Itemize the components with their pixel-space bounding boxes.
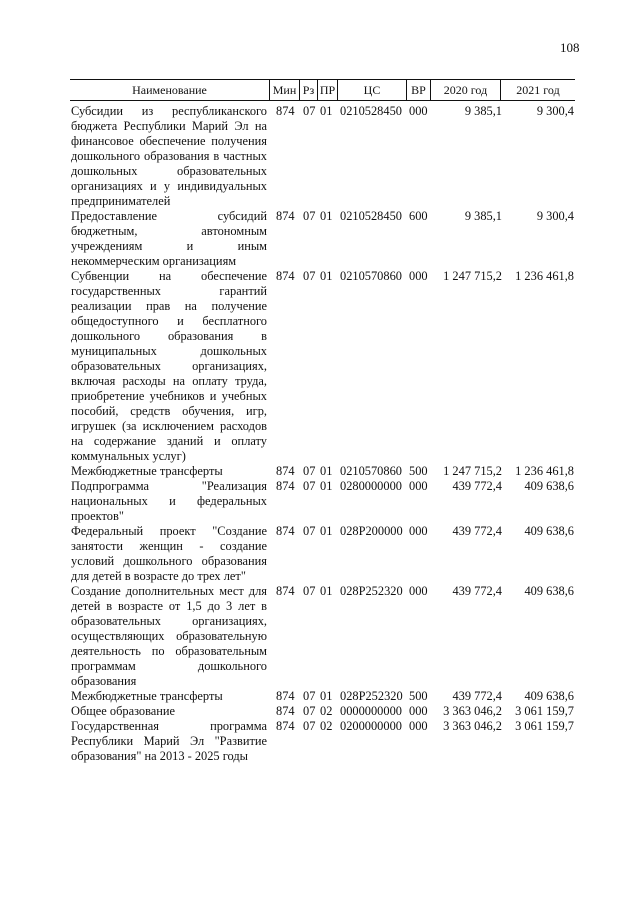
cell-2021: 409 638,6 (524, 479, 574, 493)
cell-min: 874 (276, 104, 295, 118)
header-cs: ЦС (337, 80, 406, 100)
cell-min: 874 (276, 209, 295, 223)
cell-2020: 1 247 715,2 (443, 269, 502, 283)
cell-2021: 9 300,4 (536, 209, 574, 223)
cell-pr: 01 (320, 209, 333, 223)
cell-min: 874 (276, 524, 295, 538)
cell-min: 874 (276, 479, 295, 493)
cell-cs: 028P200000 (340, 524, 403, 538)
table-row (0, 104, 636, 209)
header-vr: ВР (406, 80, 430, 100)
cell-2021: 409 638,6 (524, 689, 574, 703)
cell-2020: 3 363 046,2 (443, 704, 502, 718)
header-min: Мин (269, 80, 299, 100)
cell-2021: 1 236 461,8 (515, 269, 574, 283)
cell-2021: 3 061 159,7 (515, 704, 574, 718)
cell-min: 874 (276, 269, 295, 283)
cell-min: 874 (276, 584, 295, 598)
cell-vr: 000 (409, 479, 428, 493)
cell-cs: 0000000000 (340, 704, 402, 718)
cell-vr: 600 (409, 209, 428, 223)
cell-cs: 0210570860 (340, 464, 402, 478)
cell-rz: 07 (303, 524, 316, 538)
row-name: Федеральный проект "Создание занятости женщин - создание условий дошкольного образования для детей в возрасте до трех лет" (71, 524, 267, 583)
header-rz: Рз (299, 80, 317, 100)
cell-2021: 409 638,6 (524, 524, 574, 538)
cell-vr: 500 (409, 464, 428, 478)
cell-vr: 000 (409, 584, 428, 598)
cell-min: 874 (276, 689, 295, 703)
row-name: Общее образование (71, 704, 176, 718)
table-row (0, 704, 636, 719)
row-name: Государственная программа Республики Марий Эл "Развитие образования" на 2013 - 2025 годы (71, 719, 267, 763)
cell-cs: 0210570860 (340, 269, 402, 283)
cell-2021: 1 236 461,8 (515, 464, 574, 478)
cell-2020: 439 772,4 (452, 689, 502, 703)
header-pr: ПР (317, 80, 337, 100)
cell-cs: 0210528450 (340, 209, 402, 223)
cell-cs: 0210528450 (340, 104, 402, 118)
cell-vr: 000 (409, 104, 428, 118)
cell-rz: 07 (303, 689, 316, 703)
cell-2020: 439 772,4 (452, 524, 502, 538)
header-name: Наименование (132, 83, 207, 97)
cell-rz: 07 (303, 479, 316, 493)
cell-2020: 439 772,4 (452, 584, 502, 598)
cell-vr: 500 (409, 689, 428, 703)
table-body (0, 104, 636, 764)
table-row (0, 209, 636, 269)
cell-pr: 01 (320, 689, 333, 703)
cell-rz: 07 (303, 584, 316, 598)
row-name: Субсидии из республиканского бюджета Республики Марий Эл на финансовое обеспечение получения дошкольного образования в частных дошкольных образовательных организациях и у индивидуальных предпринимателей (71, 104, 267, 208)
table-row (0, 269, 636, 464)
row-name: Создание дополнительных мест для детей в возрасте от 1,5 до 3 лет в образовательных организациях, осуществляющих образовательную деятельность по образовательным программам дошкольного образования (71, 584, 267, 688)
row-name: Межбюджетные трансферты (71, 689, 223, 703)
cell-rz: 07 (303, 464, 316, 478)
cell-pr: 01 (320, 479, 333, 493)
row-name: Предоставление субсидий бюджетным, автономным учреждениям и иным некоммерческим организациям (71, 209, 267, 268)
cell-vr: 000 (409, 719, 428, 733)
cell-vr: 000 (409, 269, 428, 283)
table-row (0, 719, 636, 764)
cell-vr: 000 (409, 704, 428, 718)
header-2020: 2020 год (430, 80, 500, 100)
row-name: Подпрограмма "Реализация национальных и федеральных проектов" (71, 479, 267, 523)
table-row (0, 584, 636, 689)
cell-2021: 9 300,4 (536, 104, 574, 118)
cell-min: 874 (276, 704, 295, 718)
table-row (0, 524, 636, 584)
cell-min: 874 (276, 464, 295, 478)
cell-pr: 02 (320, 704, 333, 718)
table-row (0, 479, 636, 524)
table-row (0, 689, 636, 704)
cell-rz: 07 (303, 704, 316, 718)
cell-2020: 9 385,1 (464, 104, 502, 118)
cell-rz: 07 (303, 104, 316, 118)
cell-rz: 07 (303, 209, 316, 223)
cell-2021: 3 061 159,7 (515, 719, 574, 733)
cell-cs: 0280000000 (340, 479, 402, 493)
cell-2020: 1 247 715,2 (443, 464, 502, 478)
cell-2021: 409 638,6 (524, 584, 574, 598)
cell-2020: 3 363 046,2 (443, 719, 502, 733)
cell-pr: 01 (320, 584, 333, 598)
cell-cs: 028P252320 (340, 584, 403, 598)
cell-min: 874 (276, 719, 295, 733)
cell-2020: 439 772,4 (452, 479, 502, 493)
cell-pr: 01 (320, 524, 333, 538)
cell-cs: 028P252320 (340, 689, 403, 703)
cell-pr: 01 (320, 464, 333, 478)
cell-pr: 01 (320, 104, 333, 118)
cell-cs: 0200000000 (340, 719, 402, 733)
cell-vr: 000 (409, 524, 428, 538)
row-name: Межбюджетные трансферты (71, 464, 223, 478)
cell-pr: 01 (320, 269, 333, 283)
row-name: Субвенции на обеспечение государственных гарантий реализации прав на получение общедоступного и бесплатного дошкольного образования в муниципальных дошкольных образовательных организациях, включая расходы на оплату труда, приобретение учебников и учебных пособий, средств обучения, игр, игрушек (за исключением расходов на содержание зданий и оплату коммунальных услуг) (71, 269, 267, 463)
header-2021: 2021 год (500, 80, 575, 100)
table-header (70, 79, 575, 101)
cell-rz: 07 (303, 269, 316, 283)
cell-pr: 02 (320, 719, 333, 733)
page-number: 108 (560, 40, 580, 55)
cell-2020: 9 385,1 (464, 209, 502, 223)
table-row (0, 464, 636, 479)
cell-rz: 07 (303, 719, 316, 733)
